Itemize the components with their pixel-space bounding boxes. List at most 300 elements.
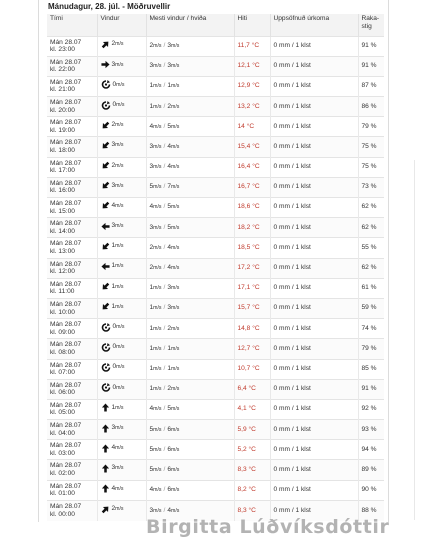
wind-unit: m/s [115, 202, 124, 209]
wind-cell [97, 258, 146, 278]
gust-value: 6 [167, 445, 172, 453]
wind-cell [97, 278, 146, 298]
temperature-cell [234, 258, 270, 278]
temperature-unit: °C [252, 284, 260, 292]
humidity-cell: 55 % [358, 238, 384, 258]
max-wind-cell: 3m/s / 4m/s [146, 500, 234, 520]
temperature-cell [234, 339, 270, 359]
precipitation-cell: 0 mm / 1 klst [270, 379, 358, 399]
max-wind-cell: 5m/s / 6m/s [146, 420, 234, 440]
wind-speed: 0 [112, 383, 117, 391]
wind-unit: m/s [116, 384, 125, 391]
wind-cell [97, 76, 146, 96]
humidity-cell: 87 % [358, 76, 384, 96]
time-cell [47, 258, 97, 278]
gust-value: 2 [167, 385, 172, 393]
temperature-unit: °C [246, 122, 255, 130]
table-row [47, 359, 384, 379]
wind-cell [97, 440, 146, 460]
max-wind-unit: m/s [153, 184, 162, 191]
max-wind-value: 1 [149, 344, 154, 352]
max-wind-cell: 3m/s / 4m/s [146, 157, 234, 177]
table-row [47, 379, 384, 399]
time-cell [47, 238, 97, 258]
gust-value: 1 [167, 344, 172, 352]
max-wind-value: 5 [149, 445, 154, 453]
gust-value: 7 [167, 183, 172, 191]
temperature-unit: °C [252, 62, 260, 70]
col-header-temperature: Hiti [234, 14, 270, 36]
humidity-cell: 91 % [358, 36, 384, 56]
gust-unit: m/s [171, 285, 180, 292]
hour-label: kl. 22:00 [50, 66, 75, 74]
temperature-cell [234, 56, 270, 76]
table-row [47, 399, 384, 419]
precipitation-cell: 0 mm / 1 klst [270, 56, 358, 76]
date-label: Mán 28.07 [50, 78, 82, 86]
wind-cell [97, 117, 146, 137]
wind-speed: 0 [112, 363, 117, 371]
table-row [47, 177, 384, 197]
gust-unit: m/s [171, 244, 180, 251]
max-wind-unit: m/s [153, 487, 162, 494]
calm-wind-icon [101, 80, 111, 89]
wind-direction-arrow-icon [101, 424, 110, 433]
max-wind-cell: 3m/s / 5m/s [146, 218, 234, 238]
wind-speed: 2 [111, 40, 116, 48]
temperature-value: 16,4 [237, 163, 251, 171]
gust-value: 2 [167, 102, 172, 110]
gust-value: 6 [167, 486, 172, 494]
table-row [47, 36, 384, 56]
temperature-value: 5,9 [237, 425, 247, 433]
temperature-value: 5,2 [237, 445, 247, 453]
table-row [47, 480, 384, 500]
date-label: Mán 28.07 [50, 220, 82, 228]
max-wind-value: 4 [149, 203, 154, 211]
temperature-cell [234, 319, 270, 339]
wind-unit: m/s [115, 61, 124, 68]
wind-direction-arrow-icon [101, 505, 110, 514]
max-wind-unit: m/s [153, 103, 162, 110]
temperature-cell [234, 460, 270, 480]
wind-direction-arrow-icon [101, 484, 110, 493]
gust-unit: m/s [171, 204, 180, 211]
max-wind-cell: 4m/s / 5m/s [146, 399, 234, 419]
max-wind-unit: m/s [153, 466, 162, 473]
temperature-value: 15,7 [237, 304, 251, 312]
table-row [47, 258, 384, 278]
temperature-cell [234, 359, 270, 379]
wind-cell [97, 218, 146, 238]
date-label: Mán 28.07 [50, 341, 82, 349]
gust-value: 6 [167, 425, 172, 433]
max-wind-value: 1 [149, 324, 154, 332]
hour-label: kl. 10:00 [50, 308, 75, 316]
gust-value: 5 [167, 203, 172, 211]
date-label: Mán 28.07 [50, 503, 82, 511]
humidity-cell: 85 % [358, 359, 384, 379]
temperature-cell [234, 480, 270, 500]
time-cell [47, 339, 97, 359]
max-wind-cell: 5m/s / 6m/s [146, 460, 234, 480]
wind-speed: 1 [111, 242, 116, 250]
precipitation-cell: 0 mm / 1 klst [270, 440, 358, 460]
wind-cell [97, 157, 146, 177]
table-row [47, 238, 384, 258]
wind-cell [97, 480, 146, 500]
time-cell [47, 359, 97, 379]
wind-cell [97, 97, 146, 117]
table-row [47, 339, 384, 359]
wind-direction-arrow-icon [101, 161, 110, 170]
gust-value: 5 [167, 223, 172, 231]
gust-unit: m/s [171, 265, 180, 272]
hour-label: kl. 03:00 [50, 449, 75, 457]
precipitation-cell: 0 mm / 1 klst [270, 218, 358, 238]
humidity-cell: 94 % [358, 440, 384, 460]
date-label: Mán 28.07 [50, 300, 82, 308]
max-wind-value: 1 [149, 385, 154, 393]
temperature-cell [234, 399, 270, 419]
gust-unit: m/s [171, 63, 180, 70]
calm-wind-icon [101, 383, 111, 392]
time-cell [47, 36, 97, 56]
date-label: Mán 28.07 [50, 321, 82, 329]
hour-label: kl. 18:00 [50, 147, 75, 155]
temperature-value: 13,2 [237, 102, 251, 110]
wind-cell [97, 500, 146, 520]
calm-wind-icon [101, 101, 111, 110]
time-cell [47, 460, 97, 480]
humidity-cell: 88 % [358, 500, 384, 520]
wind-unit: m/s [116, 101, 125, 108]
date-label: Mán 28.07 [50, 260, 82, 268]
date-label: Mán 28.07 [50, 240, 82, 248]
wind-cell [97, 319, 146, 339]
max-wind-unit: m/s [153, 365, 162, 372]
temperature-value: 12,7 [237, 344, 251, 352]
temperature-value: 17,1 [237, 284, 251, 292]
max-wind-unit: m/s [153, 164, 162, 171]
wind-cell [97, 198, 146, 218]
table-body [47, 36, 384, 521]
gust-value: 2 [167, 324, 172, 332]
gust-value: 1 [167, 364, 172, 372]
wind-direction-arrow-icon [101, 242, 110, 251]
wind-unit: m/s [115, 263, 124, 270]
temperature-value: 6,4 [237, 385, 247, 393]
wind-unit: m/s [115, 162, 124, 169]
wind-speed: 2 [111, 121, 116, 129]
max-wind-value: 5 [149, 183, 154, 191]
temperature-cell [234, 157, 270, 177]
wind-speed: 3 [111, 60, 116, 68]
temperature-value: 14,8 [237, 324, 251, 332]
date-label: Mán 28.07 [50, 422, 82, 430]
max-wind-value: 3 [149, 163, 154, 171]
date-label: Mán 28.07 [50, 381, 82, 389]
hour-label: kl. 19:00 [50, 126, 75, 134]
wind-speed: 0 [112, 343, 117, 351]
wind-speed: 0 [112, 80, 117, 88]
wind-direction-arrow-icon [101, 60, 110, 69]
wind-unit: m/s [116, 324, 125, 330]
wind-speed: 1 [111, 302, 116, 310]
wind-direction-arrow-icon [101, 444, 110, 453]
date-label: Mán 28.07 [50, 462, 82, 470]
time-cell [47, 157, 97, 177]
col-header-max-wind: Mesti vindur / hviða [146, 14, 234, 36]
temperature-value: 17,2 [237, 264, 251, 272]
wind-unit: m/s [115, 445, 124, 452]
wind-direction-arrow-icon [101, 40, 110, 49]
wind-unit: m/s [115, 465, 124, 472]
humidity-cell: 90 % [358, 480, 384, 500]
table-row [47, 137, 384, 157]
temperature-cell [234, 420, 270, 440]
date-label: Mán 28.07 [50, 179, 82, 187]
wind-speed: 1 [111, 282, 116, 290]
temperature-unit: °C [248, 506, 256, 514]
table-row [47, 97, 384, 117]
gust-value: 4 [167, 506, 172, 514]
wind-unit: m/s [115, 41, 124, 48]
temperature-unit: °C [252, 344, 260, 352]
date-label: Mán 28.07 [50, 200, 82, 207]
precipitation-cell: 0 mm / 1 klst [270, 76, 358, 96]
precipitation-cell: 0 mm / 1 klst [270, 319, 358, 339]
col-header-time: Tími [47, 14, 97, 36]
table-row [47, 218, 384, 238]
temperature-cell [234, 97, 270, 117]
wind-unit: m/s [116, 81, 125, 88]
gust-value: 3 [167, 41, 172, 49]
gust-unit: m/s [171, 305, 180, 312]
max-wind-value: 3 [149, 62, 154, 70]
temperature-unit: °C [252, 163, 260, 171]
wind-direction-arrow-icon [101, 181, 110, 190]
table-row [47, 56, 384, 76]
time-cell [47, 198, 97, 218]
col-header-humidity: Raka- stig [358, 14, 384, 36]
watermark-signature: Birgitta Lúðvíksdóttir [146, 516, 390, 538]
date-label: Mán 28.07 [50, 159, 82, 167]
gust-unit: m/s [171, 184, 180, 191]
gust-unit: m/s [171, 103, 180, 110]
time-cell [47, 177, 97, 197]
gust-unit: m/s [171, 426, 180, 433]
temperature-cell [234, 36, 270, 56]
wind-speed: 3 [111, 222, 116, 230]
precipitation-cell: 0 mm / 1 klst [270, 137, 358, 157]
gust-value: 5 [167, 122, 172, 130]
table-row [47, 117, 384, 137]
gust-value: 5 [167, 405, 172, 413]
precipitation-cell: 0 mm / 1 klst [270, 177, 358, 197]
gust-value: 6 [167, 465, 172, 473]
max-wind-cell: 4m/s / 6m/s [146, 480, 234, 500]
precipitation-cell: 0 mm / 1 klst [270, 198, 358, 218]
gust-value: 3 [167, 62, 172, 70]
table-row [47, 157, 384, 177]
hour-label: kl. 14:00 [50, 227, 75, 235]
max-wind-cell: 1m/s / 3m/s [146, 278, 234, 298]
humidity-cell: 92 % [358, 399, 384, 419]
hour-label: kl. 08:00 [50, 348, 75, 356]
wind-unit: m/s [115, 283, 124, 290]
precipitation-cell: 0 mm / 1 klst [270, 238, 358, 258]
max-wind-cell: 2m/s / 4m/s [146, 238, 234, 258]
max-wind-value: 1 [149, 82, 154, 90]
max-wind-unit: m/s [153, 244, 162, 251]
time-cell [47, 56, 97, 76]
temperature-unit: °C [252, 102, 260, 110]
max-wind-value: 1 [149, 364, 154, 372]
temperature-value: 12,9 [237, 82, 251, 90]
date-label: Mán 28.07 [50, 99, 82, 107]
precipitation-cell: 0 mm / 1 klst [270, 298, 358, 318]
gust-value: 4 [167, 142, 172, 150]
temperature-value: 8,2 [237, 486, 247, 494]
temperature-value: 18,5 [237, 243, 251, 251]
max-wind-cell: 2m/s / 3m/s [146, 36, 234, 56]
time-cell [47, 137, 97, 157]
max-wind-cell: 1m/s / 2m/s [146, 319, 234, 339]
max-wind-cell: 1m/s / 1m/s [146, 76, 234, 96]
temperature-cell [234, 440, 270, 460]
temperature-cell [234, 218, 270, 238]
wind-cell [97, 359, 146, 379]
temperature-unit: °C [248, 445, 256, 453]
time-cell [47, 480, 97, 500]
temperature-cell [234, 177, 270, 197]
wind-speed: 4 [111, 484, 116, 492]
time-cell [47, 319, 97, 339]
wind-cell [97, 137, 146, 157]
max-wind-value: 5 [149, 465, 154, 473]
table-row [47, 298, 384, 318]
max-wind-value: 3 [149, 223, 154, 231]
wind-cell [97, 238, 146, 258]
temperature-unit: °C [252, 264, 260, 272]
humidity-cell: 79 % [358, 117, 384, 137]
date-label: Mán 28.07 [50, 401, 82, 409]
wind-cell [97, 298, 146, 318]
precipitation-cell: 0 mm / 1 klst [270, 399, 358, 419]
max-wind-cell: 5m/s / 7m/s [146, 177, 234, 197]
gust-value: 1 [167, 82, 172, 90]
time-cell [47, 117, 97, 137]
precipitation-cell: 0 mm / 1 klst [270, 420, 358, 440]
time-cell [47, 399, 97, 419]
wind-direction-arrow-icon [101, 464, 110, 473]
time-cell [47, 278, 97, 298]
wind-speed: 1 [111, 262, 116, 270]
wind-direction-arrow-icon [101, 222, 110, 231]
max-wind-unit: m/s [153, 265, 162, 272]
hour-label: kl. 02:00 [50, 470, 75, 478]
hour-label: kl. 01:00 [50, 490, 75, 498]
wind-unit: m/s [115, 122, 124, 129]
temperature-unit: °C [252, 142, 260, 150]
wind-unit: m/s [115, 505, 124, 512]
humidity-cell: 89 % [358, 460, 384, 480]
max-wind-unit: m/s [153, 325, 162, 332]
precipitation-cell: 0 mm / 1 klst [270, 460, 358, 480]
temperature-value: 18,6 [237, 203, 251, 211]
panel-title: Mánudagur, 28. júl. - Möðruvellir [48, 2, 171, 11]
time-cell [47, 97, 97, 117]
humidity-cell: 91 % [358, 379, 384, 399]
wind-speed: 4 [111, 201, 116, 209]
time-cell [47, 76, 97, 96]
wind-speed: 3 [111, 181, 116, 189]
table-row [47, 440, 384, 460]
precipitation-cell: 0 mm / 1 klst [270, 480, 358, 500]
gust-unit: m/s [171, 507, 180, 514]
temperature-unit: °C [252, 82, 260, 90]
page-divider [414, 160, 415, 520]
gust-unit: m/s [171, 42, 180, 49]
table-row [47, 198, 384, 218]
humidity-cell: 62 % [358, 198, 384, 218]
humidity-cell: 75 % [358, 157, 384, 177]
wind-speed: 2 [111, 504, 116, 512]
table-row [47, 76, 384, 96]
wind-direction-arrow-icon [101, 282, 110, 291]
gust-unit: m/s [171, 466, 180, 473]
temperature-unit: °C [252, 203, 260, 211]
temperature-value: 12,1 [237, 62, 251, 70]
max-wind-cell: 1m/s / 1m/s [146, 339, 234, 359]
max-wind-value: 2 [149, 41, 154, 49]
col-header-wind: Vindur [97, 14, 146, 36]
gust-unit: m/s [171, 224, 180, 231]
precipitation-cell: 0 mm / 1 klst [270, 258, 358, 278]
precipitation-cell: 0 mm / 1 klst [270, 500, 358, 520]
max-wind-unit: m/s [153, 345, 162, 352]
temperature-value: 14 [237, 122, 245, 130]
temperature-unit: °C [248, 405, 256, 413]
max-wind-unit: m/s [153, 446, 162, 453]
temperature-cell [234, 117, 270, 137]
calm-wind-icon [101, 343, 111, 352]
temperature-cell [234, 137, 270, 157]
hour-label: kl. 20:00 [50, 106, 75, 114]
temperature-value: 16,7 [237, 183, 251, 191]
max-wind-cell: 4m/s / 5m/s [146, 198, 234, 218]
hour-label: kl. 13:00 [50, 247, 75, 255]
precipitation-cell: 0 mm / 1 klst [270, 97, 358, 117]
max-wind-value: 4 [149, 122, 154, 130]
hour-label: kl. 15:00 [50, 207, 75, 215]
max-wind-cell: 4m/s / 5m/s [146, 117, 234, 137]
temperature-unit: °C [248, 425, 256, 433]
date-label: Mán 28.07 [50, 38, 82, 46]
temperature-unit: °C [248, 486, 256, 494]
humidity-cell: 93 % [358, 420, 384, 440]
max-wind-cell: 2m/s / 4m/s [146, 258, 234, 278]
max-wind-unit: m/s [153, 426, 162, 433]
hour-label: kl. 05:00 [50, 409, 75, 417]
gust-value: 3 [167, 284, 172, 292]
hour-label: kl. 06:00 [50, 389, 75, 397]
wind-unit: m/s [115, 223, 124, 230]
max-wind-value: 5 [149, 425, 154, 433]
time-cell [47, 298, 97, 318]
wind-unit: m/s [115, 303, 124, 310]
